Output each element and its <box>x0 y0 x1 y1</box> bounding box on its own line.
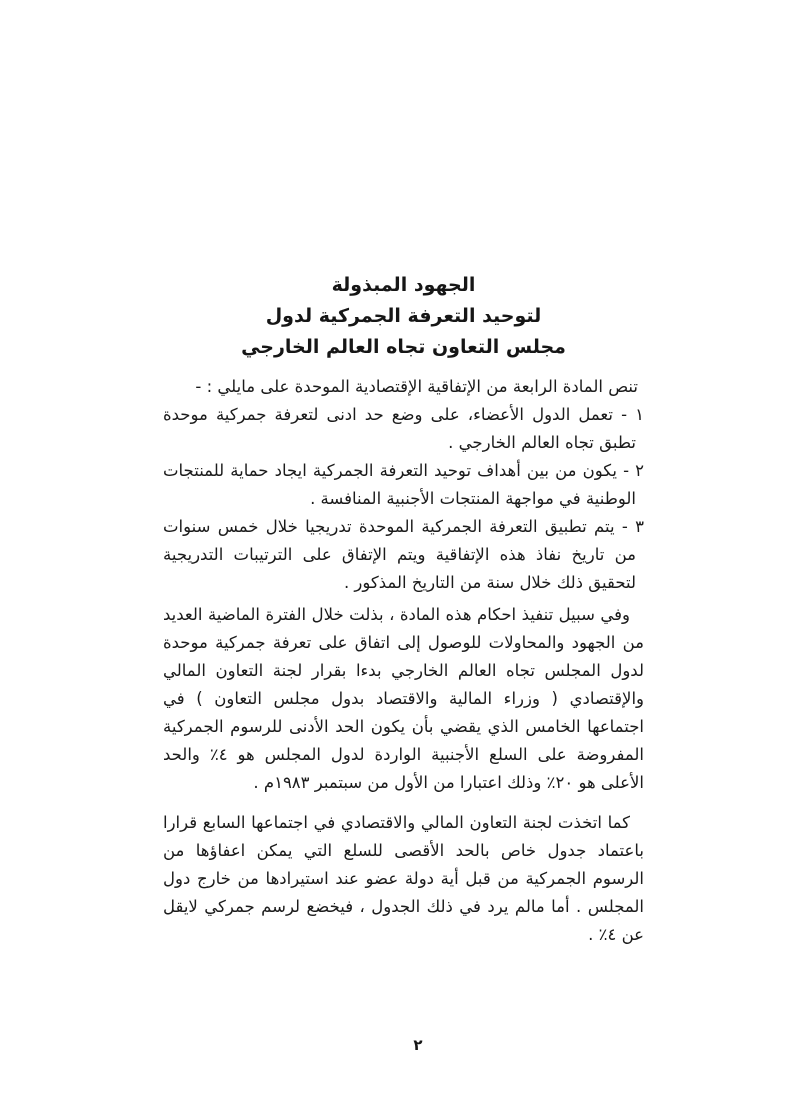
body-paragraph-1: وفي سبيل تنفيذ احكام هذه المادة ، بذلت خلال الفترة الماضية العديد من الجهود والمحاولات للوصول إلى اتفاق على تعرفة جمركية موحدة لدول المجلس تجاه العالم الخارجي بدءا بقرار لجنة التعاون المالي والإقتصادي ( وزراء المالية والاقتصاد بدول مجلس التعاون ) في اجتماعها الخامس الذي يقضي بأن يكون الحد الأدنى للرسوم الجمركية المفروضة على السلع الأجنبية الواردة لدول المجلس هو ٤٪ والحد الأعلى هو ٢٠٪ وذلك اعتبارا من الأول من سبتمبر ١٩٨٣م . <box>163 605 644 792</box>
list-item-2-text: يكون من بين أهداف توحيد التعرفة الجمركية ايجاد حماية للمنتجات الوطنية في مواجهة المنتجات الأجنبية المنافسة . <box>163 461 636 508</box>
list-item-1-number: ١ - <box>621 405 645 424</box>
body-paragraph-2: كما اتخذت لجنة التعاون المالي والاقتصادي في اجتماعها السابع قرارا باعتماد جدول خاص بالحد الأقصى للسلع التي يمكن اعفاؤها من الرسوم الجمركية من قبل أية دولة عضو عند استيرادها من خارج دول المجلس . أما مالم يرد في ذلك الجدول ، فيخضع لرسم جمركي لايقل عن ٤٪ . <box>163 813 644 944</box>
document-body <box>163 373 644 949</box>
document-title <box>163 270 644 363</box>
text-column <box>163 270 644 949</box>
list-item-2 <box>163 457 644 513</box>
title-line-3: مجلس التعاون تجاه العالم الخارجي <box>241 336 566 358</box>
title-line-2: لتوحيد التعرفة الجمركية لدول <box>265 305 542 327</box>
list-item-2-number: ٢ - <box>623 461 645 480</box>
list-item-1 <box>163 401 644 457</box>
list-item-3-text: يتم تطبيق التعرفة الجمركية الموحدة تدريجيا خلال خمس سنوات من تاريخ نفاذ هذه الإتفاقية ويتم الإتفاق على الترتيبات التدريجية لتحقيق ذلك خلال سنة من التاريخ المذكور . <box>163 517 636 592</box>
title-line-1: الجهود المبذولة <box>331 274 476 296</box>
list-item-3-number: ٣ - <box>621 517 644 536</box>
page-number: ٢ <box>413 1036 423 1054</box>
list-item-3 <box>163 513 644 597</box>
intro-paragraph: تنص المادة الرابعة من الإتفاقية الإقتصادية الموحدة على مايلي : - <box>195 377 638 396</box>
list-item-1-text: تعمل الدول الأعضاء، على وضع حد ادنى لتعرفة جمركية موحدة تطبق تجاه العالم الخارجي . <box>163 405 636 452</box>
